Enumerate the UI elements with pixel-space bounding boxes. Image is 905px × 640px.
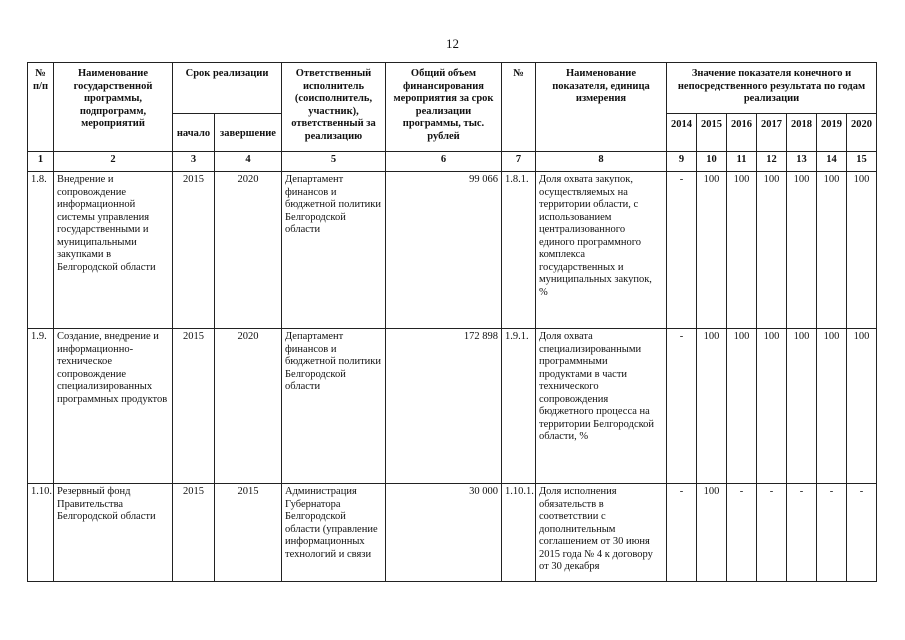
column-number-row xyxy=(28,152,877,172)
row-responsible: Администрация Губернатора Белгородской области (управление информационных технологий и связи xyxy=(282,484,386,582)
row-value: 100 xyxy=(757,329,787,484)
row-start: 2015 xyxy=(173,484,215,582)
column-number: 8 xyxy=(536,152,667,172)
row-name: Внедрение и сопровождение информационной системы управления государственными и муниципальными закупками в Белгородской области xyxy=(54,172,173,329)
row-volume: 30 000 xyxy=(386,484,502,582)
row-value: - xyxy=(787,484,817,582)
table-row xyxy=(28,172,877,329)
row-value: 100 xyxy=(847,172,877,329)
row-value: 100 xyxy=(697,329,727,484)
row-value: 100 xyxy=(727,329,757,484)
row-value: - xyxy=(817,484,847,582)
header-volume: Общий объем финансирования мероприятия за срок реализации программы, тыс. рублей xyxy=(386,63,502,152)
row-start: 2015 xyxy=(173,172,215,329)
row-num: 1.9. xyxy=(28,329,54,484)
column-number: 13 xyxy=(787,152,817,172)
row-responsible: Департамент финансов и бюджетной политики Белгородской области xyxy=(282,172,386,329)
row-indicator-num: 1.9.1. xyxy=(502,329,536,484)
row-responsible: Департамент финансов и бюджетной политики Белгородской области xyxy=(282,329,386,484)
header-year: 2016 xyxy=(727,114,757,152)
row-end: 2015 xyxy=(215,484,282,582)
row-value: - xyxy=(727,484,757,582)
row-value: 100 xyxy=(727,172,757,329)
column-number: 6 xyxy=(386,152,502,172)
column-number: 5 xyxy=(282,152,386,172)
row-indicator-num: 1.8.1. xyxy=(502,172,536,329)
header-num: № п/п xyxy=(28,63,54,152)
row-num: 1.10. xyxy=(28,484,54,582)
column-number: 7 xyxy=(502,152,536,172)
header-responsible: Ответственный исполнитель (соисполнитель, участник), ответственный за реализацию xyxy=(282,63,386,152)
row-value: 100 xyxy=(757,172,787,329)
program-table xyxy=(27,62,877,582)
header-indicator-num: № xyxy=(502,63,536,152)
row-value: - xyxy=(667,329,697,484)
header-year: 2019 xyxy=(817,114,847,152)
row-value: 100 xyxy=(697,172,727,329)
row-name: Создание, внедрение и информационно-техническое сопровождение специализированных программных продуктов xyxy=(54,329,173,484)
column-number: 1 xyxy=(28,152,54,172)
header-values: Значение показателя конечного и непосредственного результата по годам реализации xyxy=(667,63,877,114)
column-number: 12 xyxy=(757,152,787,172)
header-term-end: завершение xyxy=(215,114,282,152)
row-value: 100 xyxy=(847,329,877,484)
row-indicator-num: 1.10.1. xyxy=(502,484,536,582)
header-year: 2017 xyxy=(757,114,787,152)
row-num: 1.8. xyxy=(28,172,54,329)
row-indicator: Доля охвата закупок, осуществляемых на территории области, с использованием централизованного единого программного комплекса государственных и муниципальных закупок, % xyxy=(536,172,667,329)
column-number: 9 xyxy=(667,152,697,172)
row-value: 100 xyxy=(697,484,727,582)
row-value: 100 xyxy=(817,172,847,329)
column-number: 2 xyxy=(54,152,173,172)
header-name: Наименование государственной программы, подпрограмм, мероприятий xyxy=(54,63,173,152)
table-row xyxy=(28,484,877,582)
header-term: Срок реализации xyxy=(173,63,282,114)
header-term-start: начало xyxy=(173,114,215,152)
column-number: 14 xyxy=(817,152,847,172)
page-number: 12 xyxy=(446,36,459,51)
header-year: 2014 xyxy=(667,114,697,152)
header-year: 2020 xyxy=(847,114,877,152)
row-indicator: Доля исполнения обязательств в соответствии с дополнительным соглашением от 30 июня 2015 года № 4 к договору от 30 декабря xyxy=(536,484,667,582)
row-value: - xyxy=(667,172,697,329)
row-value: 100 xyxy=(787,329,817,484)
header-year: 2015 xyxy=(697,114,727,152)
header-year: 2018 xyxy=(787,114,817,152)
column-number: 3 xyxy=(173,152,215,172)
row-volume: 99 066 xyxy=(386,172,502,329)
column-number: 11 xyxy=(727,152,757,172)
row-value: 100 xyxy=(817,329,847,484)
column-number: 10 xyxy=(697,152,727,172)
row-value: 100 xyxy=(787,172,817,329)
row-start: 2015 xyxy=(173,329,215,484)
column-number: 4 xyxy=(215,152,282,172)
row-value: - xyxy=(847,484,877,582)
row-indicator: Доля охвата специализированными программными продуктами в части технического сопровождения бюджетного процесса на территории Белгородской области, % xyxy=(536,329,667,484)
row-end: 2020 xyxy=(215,329,282,484)
header-indicator: Наименование показателя, единица измерения xyxy=(536,63,667,152)
row-value: - xyxy=(667,484,697,582)
row-volume: 172 898 xyxy=(386,329,502,484)
column-number: 15 xyxy=(847,152,877,172)
row-end: 2020 xyxy=(215,172,282,329)
row-value: - xyxy=(757,484,787,582)
row-name: Резервный фонд Правительства Белгородской области xyxy=(54,484,173,582)
table-row xyxy=(28,329,877,484)
